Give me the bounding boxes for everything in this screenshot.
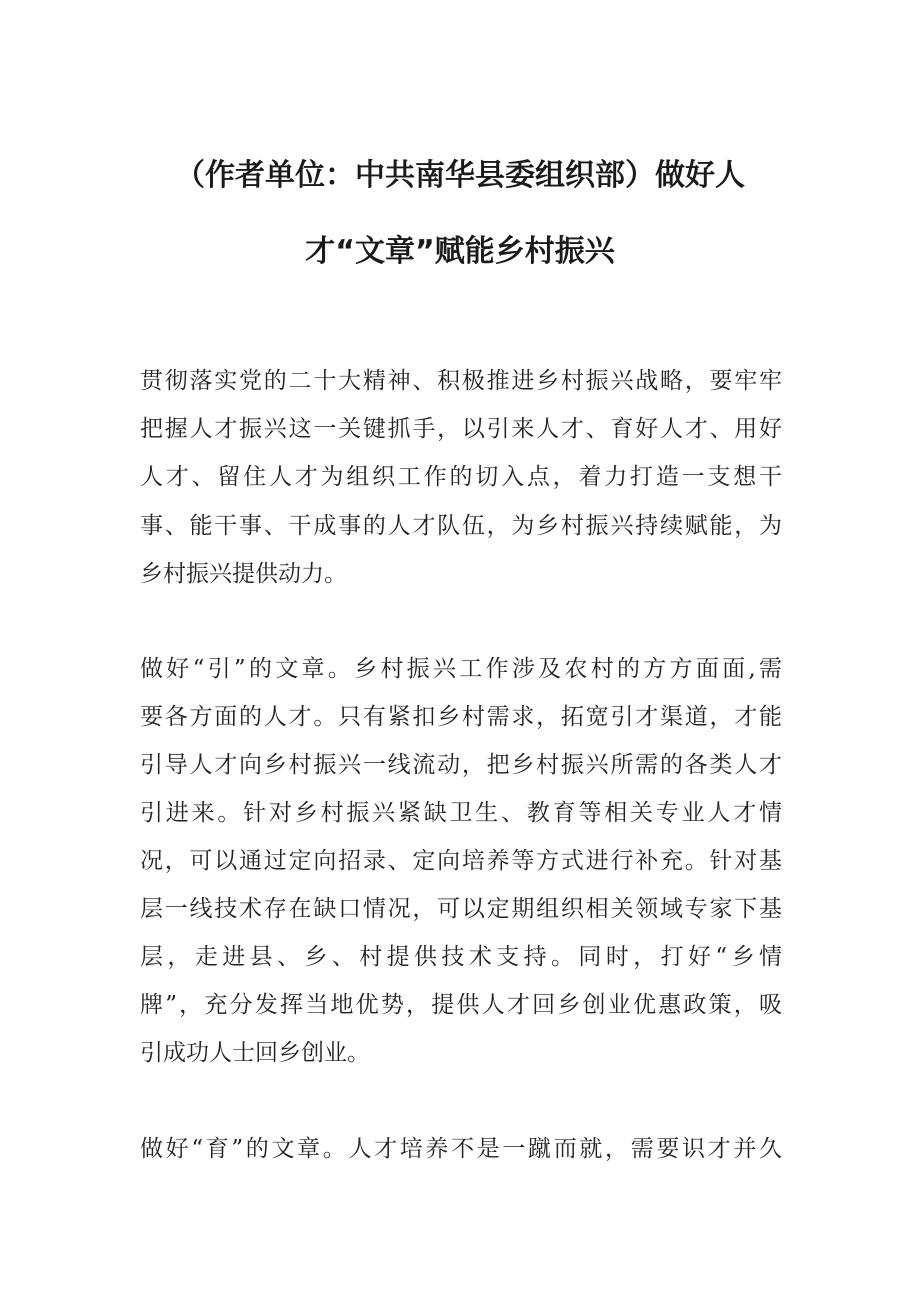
paragraph-3-line-1: 做好“育”的文章。人才培养不是一蹴而就，需要识才并久: [140, 1136, 782, 1162]
paragraph-2-line-9: 引成功人士回乡创业。: [140, 1040, 370, 1066]
paragraph-1-line-5: 乡村振兴提供动力。: [140, 561, 347, 587]
paragraph-2-line-8: 牌”，充分发挥当地优势，提供人才回乡创业优惠政策，吸: [140, 992, 782, 1018]
paragraph-2-line-2: 要各方面的人才。只有紧扣乡村需求，拓宽引才渠道，才能: [140, 704, 782, 730]
document-title-line-1: （作者单位：中共南华县委组织部）做好人: [175, 158, 745, 193]
paragraph-2-line-4: 引进来。针对乡村振兴紧缺卫生、教育等相关专业人才情: [140, 800, 782, 826]
paragraph-2-line-3: 引导人才向乡村振兴一线流动，把乡村振兴所需的各类人才: [140, 752, 782, 778]
paragraph-2-line-6: 层一线技术存在缺口情况，可以定期组织相关领域专家下基: [140, 896, 782, 922]
document-title-line-2: 才“文章”赋能乡村振兴: [305, 234, 615, 269]
paragraph-1-line-1: 贯彻落实党的二十大精神、积极推进乡村振兴战略，要牢牢: [140, 368, 782, 394]
paragraph-1-line-3: 人才、留住人才为组织工作的切入点，着力打造一支想干: [140, 464, 782, 490]
paragraph-2-line-1: 做好“引”的文章。乡村振兴工作涉及农村的方方面面,需: [140, 656, 782, 682]
paragraph-1-line-2: 把握人才振兴这一关键抓手，以引来人才、育好人才、用好: [140, 416, 782, 442]
paragraph-1-line-4: 事、能干事、干成事的人才队伍，为乡村振兴持续赋能，为: [140, 513, 782, 539]
paragraph-2-line-7: 层，走进县、乡、村提供技术支持。同时，打好“乡情: [140, 944, 782, 970]
paragraph-2-line-5: 况，可以通过定向招录、定向培养等方式进行补充。针对基: [140, 848, 782, 874]
